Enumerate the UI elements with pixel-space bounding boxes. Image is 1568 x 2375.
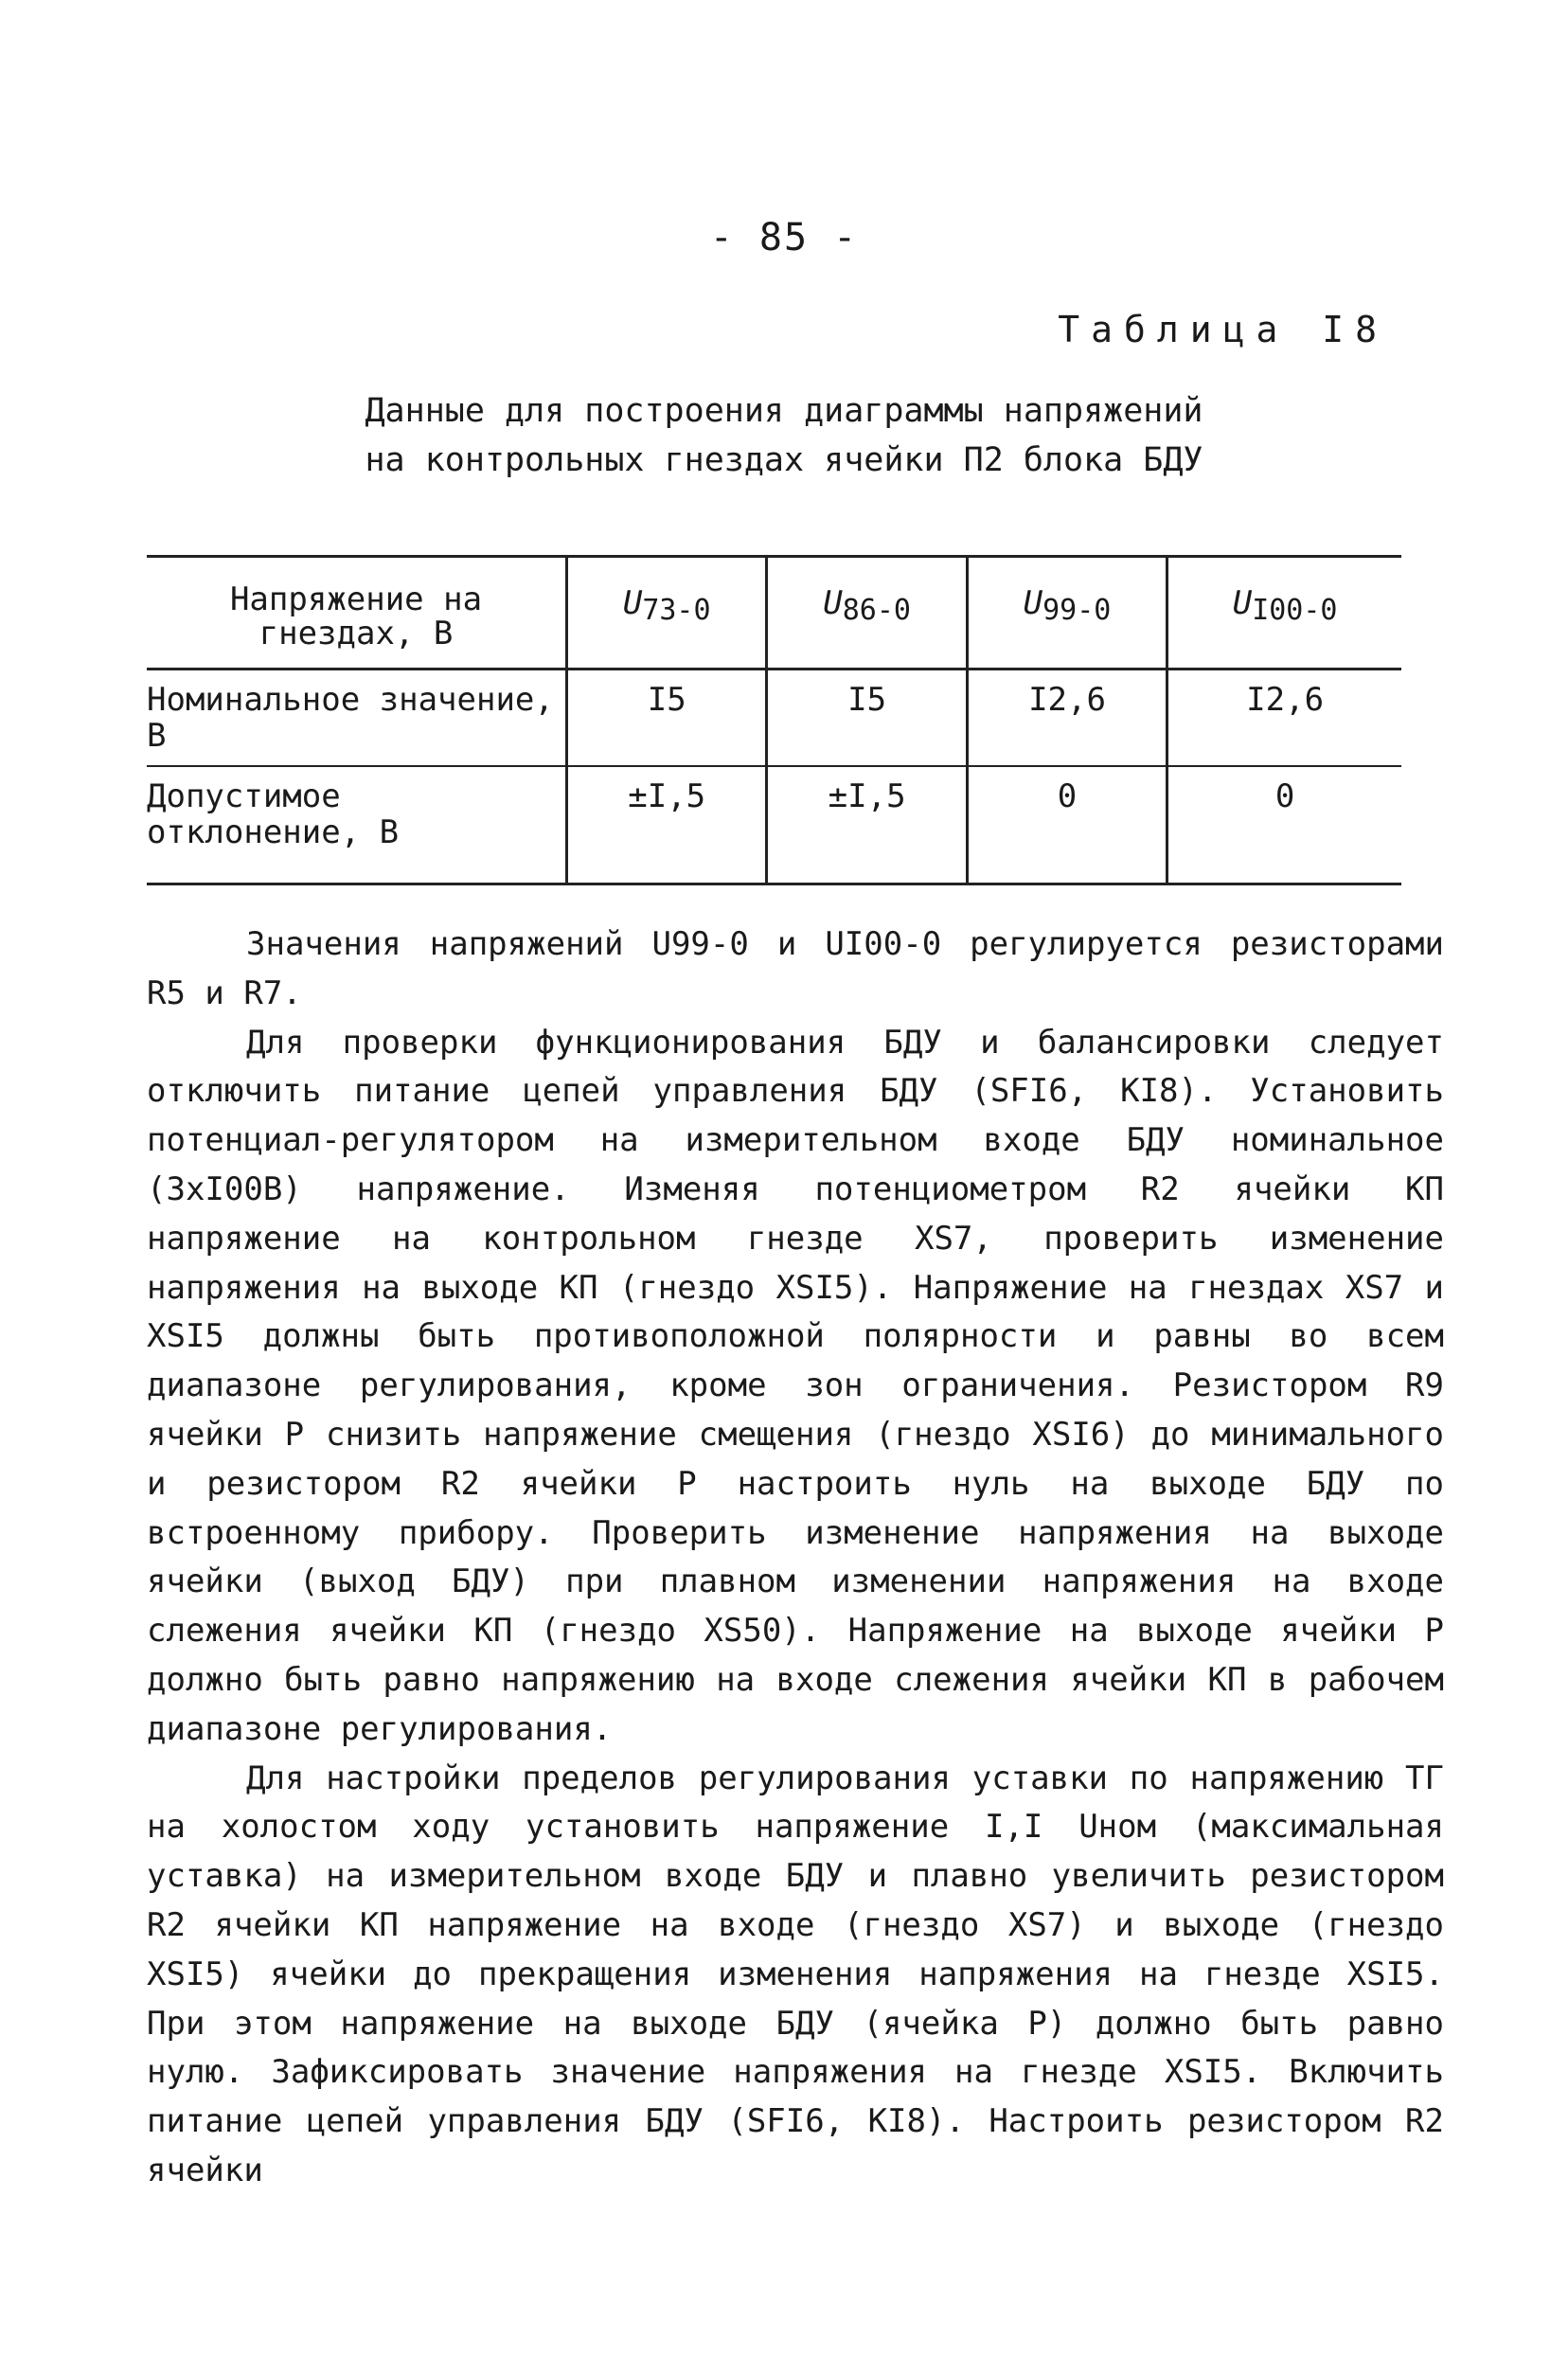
- table-cell: I2,6: [1167, 670, 1401, 766]
- body-text: [147, 920, 1444, 2196]
- page-number: - 85 -: [709, 216, 859, 259]
- table-row: [147, 670, 1401, 766]
- caption-line-1: Данные для построения диаграммы напряжений: [365, 392, 1203, 430]
- table-row: [147, 766, 1401, 884]
- paragraph-1: Значения напряжений U99-0 и UI00-0 регулируется резисторами R5 и R7.: [147, 925, 1444, 1012]
- header-label: Напряжение на гнездах, В: [229, 580, 483, 652]
- table-cell: ±I,5: [567, 766, 767, 884]
- table-cell: 0: [1167, 766, 1401, 884]
- header-u100: UI00-0: [1167, 557, 1401, 670]
- table-header-row: [147, 557, 1401, 670]
- paragraph-3: Для настройки пределов регулирования уставки по напряжению ТГ на холостом ходу установить напряжение I,I Uном (максимальная уставка) на измерительном входе БДУ и плавно увеличить резистором R2 ячейки КП напряжение на входе (гнездо XS7) и выходе (гнездо XSI5) ячейки до прекращения изменения напряжения на гнезде XSI5. При этом напряжение на выходе БДУ (ячейка Р) должно быть равно нулю. Зафиксировать значение напряжения на гнезде XSI5. Включить питание цепей управления БДУ (SFI6, KI8). Настроить резистором R2 ячейки: [147, 1759, 1444, 2189]
- table-cell: I5: [567, 670, 767, 766]
- table-cell: ±I,5: [767, 766, 967, 884]
- header-u99: U99-0: [967, 557, 1167, 670]
- row-label-nominal: Номинальное значение, В: [147, 681, 554, 755]
- table-cell: I2,6: [967, 670, 1167, 766]
- table-label: Таблица I8: [1058, 309, 1388, 350]
- voltage-table: [147, 555, 1401, 885]
- caption-line-2: на контрольных гнездах ячейки П2 блока БДУ: [365, 441, 1203, 479]
- table-cell: 0: [967, 766, 1167, 884]
- table-cell: I5: [767, 670, 967, 766]
- table-caption: [0, 386, 1568, 485]
- row-label-deviation: Допустимое отклонение, В: [147, 777, 400, 851]
- header-u86: U86-0: [767, 557, 967, 670]
- paragraph-2: Для проверки функционирования БДУ и балансировки следует отключить питание цепей управления БДУ (SFI6, KI8). Установить потенциал-регулятором на измерительном входе БДУ номинальное (3хI00В) напряжение. Изменяя потенциометром R2 ячейки КП напряжение на контрольном гнезде XS7, проверить изменение напряжения на выходе КП (гнездо XSI5). Напряжение на гнездах XS7 и XSI5 должны быть противоположной полярности и равны во всем диапазоне регулирования, кроме зон ограничения. Резистором R9 ячейки Р снизить напряжение смещения (гнездо XSI6) до минимального и резистором R2 ячейки Р настроить нуль на выходе БДУ по встроенному прибору. Проверить изменение напряжения на выходе ячейки (выход БДУ) при плавном изменении напряжения на входе слежения ячейки КП (гнездо XS50). Напряжение на выходе ячейки Р должно быть равно напряжению на входе слежения ячейки КП в рабочем диапазоне регулирования.: [147, 1023, 1444, 1748]
- header-u73: U73-0: [567, 557, 767, 670]
